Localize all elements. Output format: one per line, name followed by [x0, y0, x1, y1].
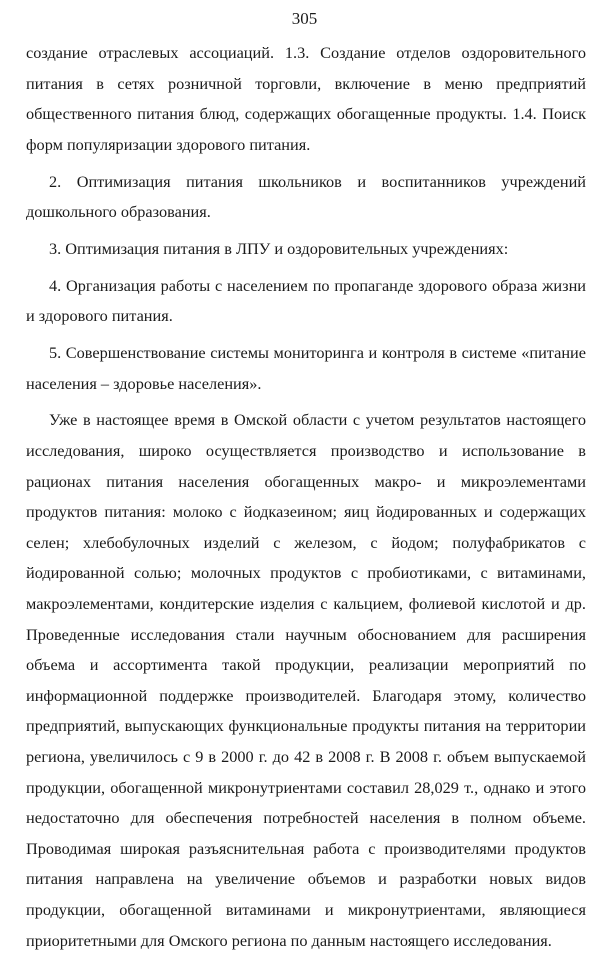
paragraph-1: создание отраслевых ассоциаций. 1.3. Создание отделов оздоровительного питания в сетях розничной торговли, включение в меню предприятий общественного питания блюд, содержащих обогащенные продукты. 1.4. Поиск форм популяризации здорового питания.	[26, 43, 586, 154]
paragraph-2: 2. Оптимизация питания школьников и воспитанников учреждений дошкольного образования.	[26, 171, 586, 222]
body-text	[26, 38, 586, 962]
page-number: 305	[291, 9, 318, 28]
paragraph-5: 5. Совершенствование системы мониторинга и контроля в системе «питание населения – здоровье населения».	[26, 343, 586, 393]
paragraph-6: Уже в настоящее время в Омской области с учетом результатов настоящего исследования, широко осуществляется производство и использование в рационах питания населения обогащенных макро- и микроэлементами продуктов питания: молоко с йодказеином; яиц йодированных и содержащих селен; хлебобулочных изделий с железом, с йодом; полуфабрикатов с йодированной солью; молочных продуктов с пробиотиками, с витаминами, макроэлементами, кондитерские изделия с кальцием, фолиевой кислотой и др. Проведенные исследования стали научным обоснованием для расширения объема и ассортимента такой продукции, реализации мероприятий по информационной поддержке производителей. Благодаря этому, количество предприятий, выпускающих функциональные продукты питания на территории региона, увеличилось с 9 в 2000 г. до 42 в 2008 г. В 2008 г. объем выпускаемой продукции, обогащенной микронутриентами составил 28,029 т., однако и этого недостаточно для обеспечения потребностей населения в полном объеме. Проводимая широкая разъяснительная работа с производителями продуктов питания направлена на увеличение объемов и разработки новых видов продукции, обогащенной витаминами и микронутриентами, являющиеся приоритетными для Омского региона по данным настоящего исследования.	[26, 410, 586, 950]
paragraph-3: 3. Оптимизация питания в ЛПУ и оздоровительных учреждениях:	[49, 238, 509, 258]
paragraph-4: 4. Организация работы с населением по пропаганде здорового образа жизни и здорового питания.	[26, 275, 586, 326]
